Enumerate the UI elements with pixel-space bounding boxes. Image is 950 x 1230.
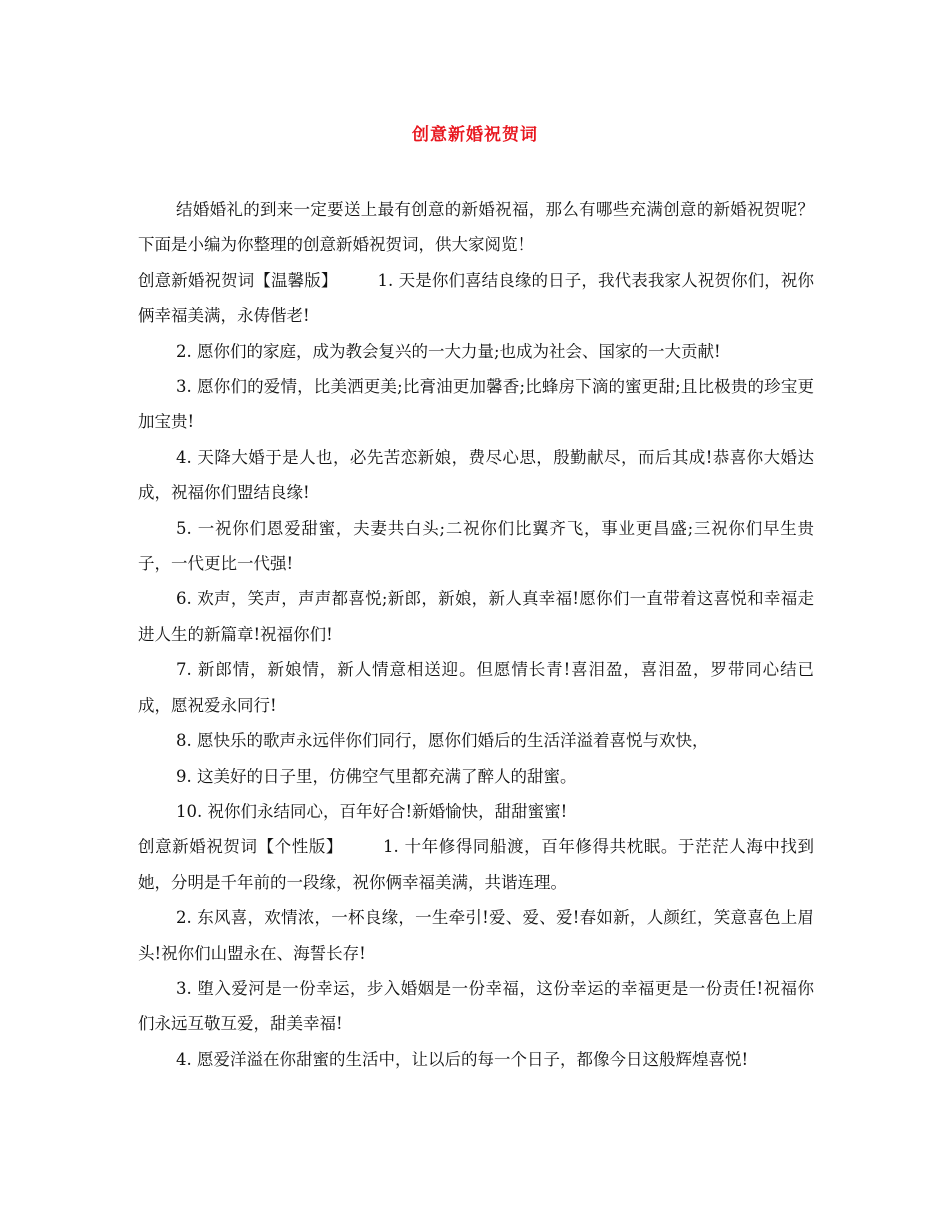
warm-item-3: 3. 愿你们的爱情，比美洒更美;比膏油更加馨香;比蜂房下滴的蜜更甜;且比极贵的珍宝更加宝贵! xyxy=(138,377,814,432)
warm-item-5: 5. 一祝你们恩爱甜蜜，夫妻共白头;二祝你们比翼齐飞，事业更昌盛;三祝你们早生贵子，一代更比一代强! xyxy=(138,518,814,574)
personal-item-1: 1. 十年修得同船渡，百年修得共枕眠。于茫茫人海中找到她，分明是千年前的一段缘，祝你俩幸福美满，共谐连理。 xyxy=(138,837,814,892)
personal-item-3: 3. 堕入爱河是一份幸运，步入婚姻是一份幸福，这份幸运的幸福更是一份责任!祝福你们永远互敬互爱，甜美幸福! xyxy=(138,978,814,1034)
warm-item-6: 6. 欢声，笑声，声声都喜悦;新郎，新娘，新人真幸福!愿你们一直带着这喜悦和幸福走进人生的新篇章!祝福你们! xyxy=(138,589,814,644)
document-body xyxy=(138,192,814,1077)
personal-item-2: 2. 东风喜，欢情浓，一杯良缘，一生牵引!爱、爱、爱!春如新，人颜红，笑意喜色上眉头!祝你们山盟永在、海誓长存! xyxy=(138,908,814,963)
warm-item-1: 1. 天是你们喜结良缘的日子，我代表我家人祝贺你们，祝你俩幸福美满，永俦偕老! xyxy=(138,270,814,326)
section-personal-first-paragraph xyxy=(138,829,814,900)
personal-item-4: 4. 愿爱洋溢在你甜蜜的生活中，让以后的每一个日子，都像今日这般辉煌喜悦! xyxy=(176,1049,749,1069)
document-title: 创意新婚祝贺词 xyxy=(412,125,538,145)
section-heading-warm: 创意新婚祝贺词【温馨版】 xyxy=(138,270,338,290)
warm-item-8: 8. 愿快乐的歌声永远伴你们同行，愿你们婚后的生活洋溢着喜悦与欢快， xyxy=(176,731,709,751)
warm-item-7: 7. 新郎情，新娘情，新人情意相送迎。但愿情长青!喜泪盈，喜泪盈，罗带同心结已成，愿祝爱永同行! xyxy=(138,660,814,715)
section-warm-first-paragraph xyxy=(138,263,814,334)
warm-item-9: 9. 这美好的日子里，仿佛空气里都充满了醉人的甜蜜。 xyxy=(176,766,577,786)
warm-item-2: 2. 愿你们的家庭，成为教会复兴的一大力量;也成为社会、国家的一大贡献! xyxy=(176,341,721,361)
warm-item-10: 10. 祝你们永结同心，百年好合!新婚愉快，甜甜蜜蜜! xyxy=(176,801,568,821)
section-heading-personal: 创意新婚祝贺词【个性版】 xyxy=(138,837,343,857)
intro-paragraph: 结婚婚礼的到来一定要送上最有创意的新婚祝福，那么有哪些充满创意的新婚祝贺呢？下面是小编为你整理的创意新婚祝贺词，供大家阅览！ xyxy=(138,200,814,255)
warm-item-4: 4. 天降大婚于是人也，必先苦恋新娘，费尽心思，殷勤献尽，而后其成!恭喜你大婚达成，祝福你们盟结良缘! xyxy=(138,447,814,503)
